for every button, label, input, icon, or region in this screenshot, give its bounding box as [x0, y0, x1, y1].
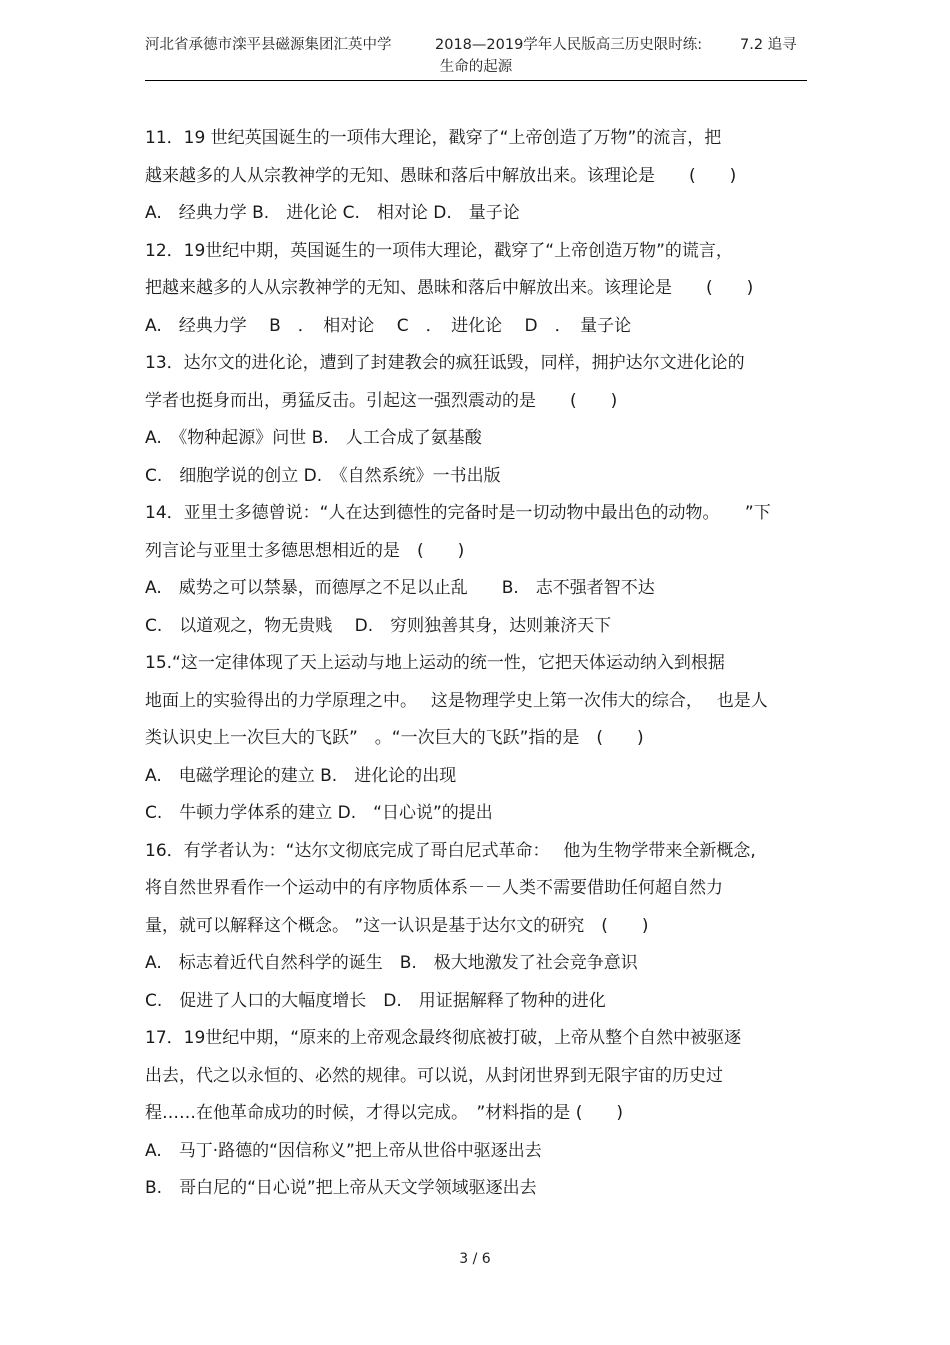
question-stem-line: 地面上的实验得出的力学原理之中。 这是物理学史上第一次伟大的综合， 也是人	[145, 690, 768, 711]
question-stem-line: 16．有学者认为：“达尔文彻底完成了哥白尼式革命： 他为生物学带来全新概念,	[145, 840, 756, 861]
header-school: 河北省承德市滦平县磁源集团汇英中学	[145, 37, 392, 53]
question-block	[145, 1020, 810, 1208]
question-stem-line: 17．19世纪中期，“原来的上帝观念最终彻底被打破，上帝从整个自然中被驱逐	[145, 1028, 742, 1048]
question-stem-line: 把越来越多的人从宗教神学的无知、愚昧和落后中解放出来。该理论是 ( )	[145, 278, 754, 298]
header-divider	[145, 80, 807, 81]
question-stem-line: 14．亚里士多德曾说：“人在达到德性的完备时是一切动物中最出色的动物。 ”下	[145, 503, 771, 523]
answer-options-line: A. 威势之可以禁暴，而德厚之不足以止乱 B. 志不强者智不达	[145, 578, 655, 598]
answer-options-line: A. 《物种起源》问世 B. 人工合成了氨基酸	[145, 428, 482, 448]
answer-options-line: C. 牛顿力学体系的建立 D. “日心说”的提出	[145, 803, 493, 823]
question-stem-line: 列言论与亚里士多德思想相近的是 ( )	[145, 540, 465, 561]
question-stem-line: 出去，代之以永恒的、必然的规律。可以说，从封闭世界到无限宇宙的历史过	[145, 1065, 723, 1086]
question-stem-line: 12．19世纪中期，英国诞生的一项伟大理论，戳穿了“上帝创造万物”的谎言，	[145, 240, 733, 261]
answer-options-line: A. 经典力学 B ． 相对论 C ． 进化论 D ． 量子论	[145, 315, 632, 336]
page-header	[145, 34, 807, 78]
question-stem-line: 学者也挺身而出，勇猛反击。引起这一强烈震动的是 ( )	[145, 390, 618, 411]
question-block	[145, 120, 810, 233]
question-stem-line: 程……在他革命成功的时候，才得以完成。 ”材料指的是 ( )	[145, 1103, 623, 1123]
answer-options-line: C. 细胞学说的创立 D. 《自然系统》一书出版	[145, 465, 501, 486]
question-stem-line: 11．19 世纪英国诞生的一项伟大理论，戳穿了“上帝创造了万物”的流言，把	[145, 128, 722, 148]
header-course: 2018—2019学年人民版高三历史限时练:	[435, 37, 703, 53]
answer-options-line: A. 标志着近代自然科学的诞生 B. 极大地激发了社会竞争意识	[145, 953, 638, 973]
answer-options-line: A. 经典力学 B. 进化论 C. 相对论 D. 量子论	[145, 203, 520, 223]
answer-options-line: C. 以道观之，物无贵贱 D. 穷则独善其身，达则兼济天下	[145, 615, 612, 636]
header-unit-prefix: 7.2 追寻	[740, 37, 797, 53]
question-stem-line: 越来越多的人从宗教神学的无知、愚昧和落后中解放出来。该理论是 ( )	[145, 165, 737, 186]
question-block	[145, 645, 810, 833]
question-stem-line: 将自然世界看作一个运动中的有序物质体系－－人类不需要借助任何超自然力	[145, 878, 723, 898]
question-stem-line: 量，就可以解释这个概念。 ”这一认识是基于达尔文的研究 ( )	[145, 915, 649, 936]
page-number: 3 / 6	[459, 1251, 491, 1267]
answer-options-line: B. 哥白尼的“日心说”把上帝从天文学领域驱逐出去	[145, 1178, 537, 1198]
question-stem-line: 13．达尔文的进化论，遭到了封建教会的疯狂诋毁，同样，拥护达尔文进化论的	[145, 353, 745, 373]
answer-options-line: C. 促进了人口的大幅度增长 D. 用证据解释了物种的进化	[145, 990, 606, 1011]
question-stem-line: 类认识史上一次巨大的飞跃” 。“一次巨大的飞跃”指的是 ( )	[145, 728, 644, 748]
answer-options-line: A. 电磁学理论的建立 B. 进化论的出现	[145, 765, 457, 786]
header-unit-suffix: 生命的起源	[439, 59, 513, 75]
question-stem-line: 15.“这一定律体现了天上运动与地上运动的统一性，它把天体运动纳入到根据	[145, 653, 725, 673]
question-block	[145, 345, 810, 495]
question-block	[145, 495, 810, 645]
question-block	[145, 833, 810, 1021]
question-list	[145, 120, 810, 1208]
answer-options-line: A. 马丁·路德的“因信称义”把上帝从世俗中驱逐出去	[145, 1140, 542, 1161]
question-block	[145, 233, 810, 346]
